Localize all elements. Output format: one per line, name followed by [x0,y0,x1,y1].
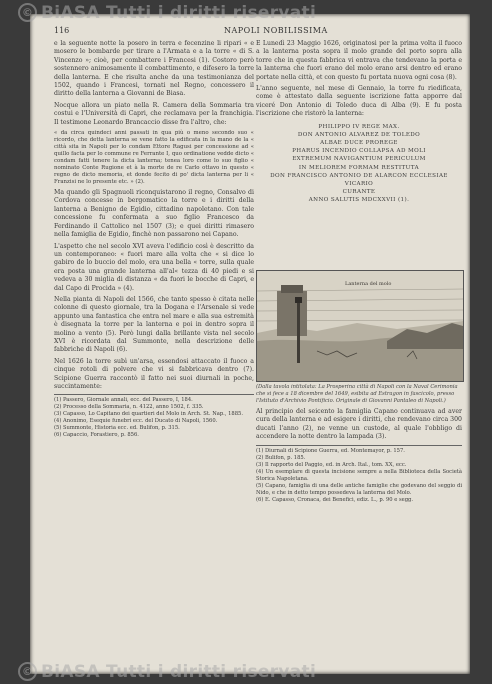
watermark-bottom [18,662,316,682]
watermark-top-text: BiASA Tutti i diritti riservati [41,3,317,23]
watermark-bottom-text: BiASA Tutti i diritti riservati [41,662,317,682]
copyright-icon: © [18,3,37,22]
right-footnotes [256,445,462,504]
footnote: (6) Capaccio, Forastiero, p. 856. [54,432,139,439]
page-number: 116 [54,26,70,35]
right-paragraph: Al principio del seicento la famiglia Capano continuava ad aver cura della lanterna e ad esigere i diritti, che rendevano circa 300 ducati l'anno (2), ne venne un custode, al quale l'obbligo di accendere la notte dentro la lampada (3). [256,408,462,441]
footnote: (2) Bulifon, p. 185. [256,454,306,461]
footnote: (6) E. Capasso, Cronaca, dei Benefici, ediz. L., p. 90 e segg. [256,496,414,503]
engraving-illustration [257,271,463,381]
inscription-line: DON FRANCISCO ANTONIO DE ALARCON ECCLESIAE VICARIO [270,172,448,188]
left-footnotes [54,394,254,439]
inscription-line: ANNO SALUTIS MDCXXVII (1). [308,197,410,204]
footnote: (1) Diurnali di Scipione Guerra, ed. Montemayor, p. 157. [256,447,405,454]
inscription-line: EXTREMUM NAVIGANTIUM PERICULUM [292,156,426,163]
footnote: (5) Capano, famiglia di una delle antiche famiglie che godevano del seggio di Nido, e che in detto tempo possedeva la lanterna del Molo. [256,482,462,496]
inscription-line: DON ANTONIO ALVAREZ DE TOLEDO [297,131,421,138]
right-paragraph: L'anno seguente, nel mese di Gennaio, la torre fu riedificata, come è attestato dalla seguente iscrizione fatta apporre dal viceré Don Antonio di Toledo duca di Alba (9). E fu posta l'iscrizione che ristorò la lanterna: [256,85,462,118]
footnote: (3) Il rapporto del Paggio, ed. in Arch. Ital., tom. XX, ecc. [256,461,407,468]
footnote: (5) Summonte, Historia ecc. ed. Bulifon, p. 315. [54,425,180,432]
footnote: (4) Un esemplare di questa incisione sempre a nella Biblioteca della Società Storica Napoletana. [256,468,462,482]
copyright-icon: © [18,662,37,681]
footnote: (2) Processo della Sommaria, n. 4122, anno 1502, f. 335. [54,404,204,411]
right-paragraph: E Lunedì 23 Maggio 1626, originatosi per la prima volta il fuoco a la lanterna posta sopra il molo grande del porto sopra alla torre che in questa fabbrica vi entrava che tendevano la porta e la lanterna che fuori erano del molo erano arsi dentro ed erano portate nella città, et con questo fu portata nuova ogni cosa (8). [256,40,462,81]
figure-label: Lanterna del molo [345,281,392,287]
inscription-line: PHARUS INCENDIO COLLAPSA AD MOLI [292,148,426,155]
right-column-bottom [256,408,462,504]
left-paragraph: L'aspetto che nel secolo XVI aveva l'edificio così è descritto da un contemporaneo: « fuori mare alla volta che « si dice lo gabiro de lo buccio del molo, era una bella « torre, sulla quale era posta una grande lanterna all'al« tezza di 40 piedi e si vedeva a 30 miglia di distanza « da fuori le bocche di Capri, e dal Capo di Procida » (4). [54,242,254,292]
left-paragraph: Nella pianta di Napoli del 1566, che tanto spesso è citata nelle colonne di questo giornale, tra la Dogana e l'Arsenale si vede appunto una fantastica che entra nel mare e alla sua estremità è disegnata la torre per la lanterna e poi in dentro sopra il molino a vento (5). Però lungi dalla brillante vista nel secolo XVI è ricordata dal Summonte, nella descrizione delle fabbriche di Napoli (6). [54,295,254,354]
left-paragraph: Nocque allora un piato nella R. Camera della Sommaria tra costui e l'Università di Capri, che reclamava per la franchigia. Il testimone Leonardo Brancaccio disse fra l'altro, che: [54,101,254,126]
right-column-top [256,40,462,211]
left-column [54,40,254,439]
left-quotation: « da circa quindeci anni passati in qua più o meno secondo suo « ricordo, che detta lanterna se vene fatto la edificata in la mano de la « città sita in Napoli per lo condam Ettore Ragusi per concessione ad « quillo facta per lo commune re Ferrante I, quo ordinatione vedde dicto « condam fatti tenere la dicta lanterna; tenea loro come lo suo figlio « nominato Conte Rugione et à la morte de re Carlo ottavo in questo « regno de dicto memoria, et donde fecito di po' dicta lanterna per li « Franzisi ne lo presente etc. » (2). [54,130,254,186]
inscription-line: IN MELIOREM FORMAM RESTITUTA [298,164,420,171]
left-paragraph: Nel 1626 la torre subì un'arsa, essendosi attaccato il fuoco a cinque rotoli di polvere che vi si fabbricava dentro (7). Scipione Guerra raccontò il fatto nei suoi diurnali in poche, succintamente: [54,357,254,390]
footnote: (4) Anonimo, Esequie funebri ecc. del Ducato di Napoli, 1560. [54,418,218,425]
watermark-top [18,3,316,23]
inscription-line: PHILIPPO IV REGE MAX. [318,123,400,130]
running-title: NAPOLI NOBILISSIMA [224,26,328,35]
figure-caption: (Dalla tavola intitolata: La Prosperina città di Napoli con la Naval Cerimonia che si fece a 18 dicembre del 1649, esibita ad Estragon in fascicolo, presso l'Istituto d'Archivio Pontificio. Originale di Giovanni Pantaleo di Napoli.) [256,384,458,404]
footnote: (1) Passero, Giornale annali, ecc. del Passero, I, 184. [54,397,193,404]
inscription-line: CURANTE [342,189,376,196]
lighthouse-engraving [256,270,464,382]
inscription [256,123,462,205]
footnote: (3) Capasso, Lo Capitano dei quartieri del Molo in Arch. St. Nap., 1885. [54,411,243,418]
inscription-line: ALBAE DUCE PROREGE [320,140,398,147]
left-paragraph: Ma quando gli Spagnuoli riconquistarono il regno, Consalvo di Cordova concesse in bergomatico la torre e i diritti della lanterna a Benigno de Egidio, cittadino napoletano. Con tale concessione fu confermata a suo figlio Francesco da Ferdinando il Cattolico nel 1507 (3); e quei diritti rimasero nella famiglia de Egidio, finchè non passarono nei Capano. [54,189,254,239]
left-paragraph: e la seguente notte la posero in terra e fecenzine li ripari « e mosero le bombarde per tirare a l'Armata e a la torre « di S. Vincenzo »; cioè, per combattere i Francesi (1). Costoro però sostennero animosamente il combattimento, e difesero la torre della lanterna. E che risulta anche da una testimonianza del 1502, quando i Francesi, tornati nel Regno, concessero il diritto della lanterna a Giovanni de Biasa. [54,40,254,98]
